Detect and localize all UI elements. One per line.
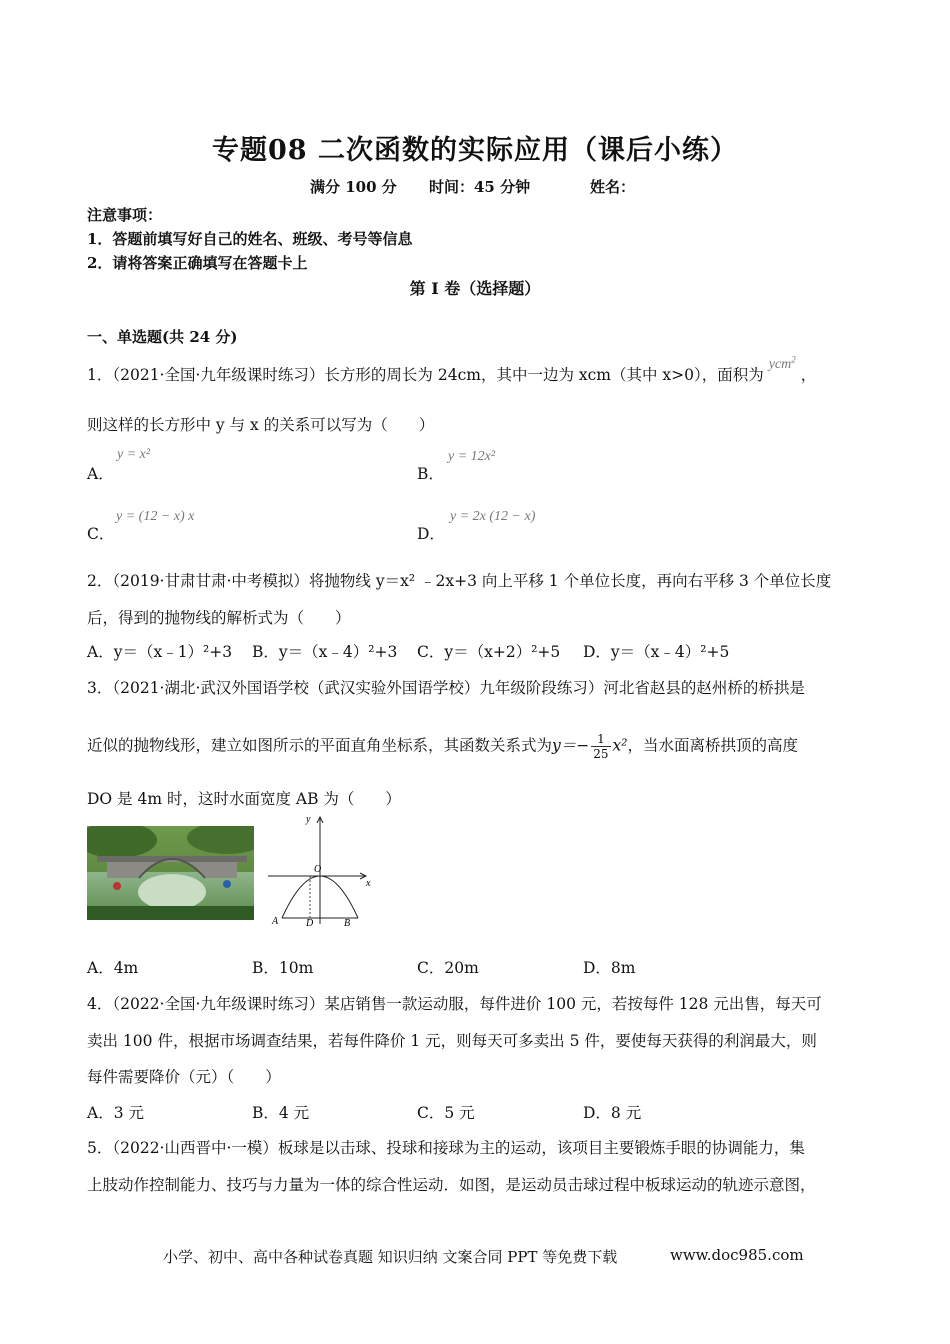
- question-4-line: 卖出 100 件，根据市场调查结果，若每件降价 1 元，则每天可多卖出 5 件，要使每天获得的利润最大，则: [87, 1032, 817, 1050]
- option-c[interactable]: C．20m: [417, 959, 479, 977]
- bridge-photo: [87, 826, 254, 920]
- option-b-formula: y = 12x²: [448, 449, 496, 464]
- area-formula: ycm$^2$: [768, 354, 796, 372]
- point-a-label: A: [272, 916, 279, 927]
- option-c-label[interactable]: C．: [87, 525, 115, 543]
- option-a[interactable]: A．3 元: [87, 1104, 144, 1122]
- question-4-line: 每件需要降价（元）（ ）: [87, 1068, 281, 1086]
- document-title: 专题08 二次函数的实际应用（课后小练）: [212, 135, 738, 166]
- option-a-formula: y = x²: [117, 447, 151, 462]
- option-b[interactable]: B．y＝（x﹣4）²+3: [252, 643, 398, 661]
- point-d-label: D: [306, 918, 314, 929]
- option-d-formula: y = 2x (12 − x): [450, 509, 536, 524]
- option-b[interactable]: B．10m: [252, 959, 314, 977]
- x-label: x: [366, 878, 371, 889]
- option-a[interactable]: A．4m: [87, 959, 139, 977]
- notes-heading: 注意事项：: [87, 206, 163, 224]
- point-b-label: B: [344, 918, 351, 929]
- question-1-line: 1．（2021·全国·九年级课时练习）长方形的周长为 24cm，其中一边为 xcm（其中 x>0），面积为 ycm$^2$ ，: [87, 354, 817, 384]
- option-a[interactable]: A．y＝（x﹣1）²+3: [87, 643, 233, 661]
- option-a-label[interactable]: A．: [87, 465, 114, 483]
- time-limit: 时间：45 分钟: [429, 178, 531, 196]
- option-d-label[interactable]: D．: [417, 525, 445, 543]
- y-label: y: [306, 814, 311, 825]
- question-5-line: 上肢动作控制能力、技巧与力量为一体的综合性运动．如图，是运动员击球过程中板球运动的轨迹示意图，: [87, 1176, 816, 1194]
- question-3-line: 3．（2021·湖北·武汉外国语学校（武汉实验外国语学校）九年级阶段练习）河北省赵县的赵州桥的桥拱是: [87, 679, 805, 697]
- question-3-line: DO 是 4m 时，这时水面宽度 AB 为（ ）: [87, 790, 401, 808]
- origin-label: O: [314, 864, 322, 875]
- option-b[interactable]: B．4 元: [252, 1104, 310, 1122]
- fraction: $\frac{1}{25}$: [593, 732, 609, 761]
- option-d[interactable]: D．8 元: [583, 1104, 642, 1122]
- option-b-label[interactable]: B．: [417, 465, 444, 483]
- question-3-line: 近似的抛物线形，建立如图所示的平面直角坐标系，其函数关系式为y＝− $\frac{1}{25}$ x²，当水面离桥拱顶的高度: [87, 732, 799, 761]
- option-d[interactable]: D．y＝（x﹣4）²+5: [583, 643, 730, 661]
- question-2-line: 后，得到的抛物线的解析式为（ ）: [87, 609, 351, 627]
- option-c-formula: y = (12 − x) x: [116, 509, 195, 524]
- parabola-graph: [262, 812, 382, 930]
- question-4-line: 4．（2022·全国·九年级课时练习）某店销售一款运动服，每件进价 100 元，若按每件 128 元出售，每天可: [87, 995, 822, 1013]
- note-item: 1．答题前填写好自己的姓名、班级、考号等信息: [87, 230, 413, 248]
- footer-text: 小学、初中、高中各种试卷真题 知识归纳 文案合同 PPT 等免费下载: [163, 1248, 618, 1266]
- question-1-text: 1．（2021·全国·九年级课时练习）长方形的周长为 24cm，其中一边为 xcm（其中 x>0），面积为: [87, 366, 764, 384]
- footer-url[interactable]: www.doc985.com: [670, 1246, 804, 1264]
- question-5-line: 5．（2022·山西晋中·一模）板球是以击球、投球和接球为主的运动，该项目主要锻炼手眼的协调能力，集: [87, 1139, 805, 1157]
- name-field-label: 姓名：: [590, 178, 636, 196]
- full-score: 满分 100 分: [310, 178, 397, 196]
- note-item: 2．请将答案正确填写在答题卡上: [87, 254, 308, 272]
- option-c[interactable]: C．y＝（x+2）²+5: [417, 643, 561, 661]
- section-title: 第 I 卷（选择题）: [409, 279, 541, 298]
- question-1-line: 则这样的长方形中 y 与 x 的关系可以写为（ ）: [87, 416, 435, 434]
- option-c[interactable]: C．5 元: [417, 1104, 475, 1122]
- option-d[interactable]: D．8m: [583, 959, 636, 977]
- part-heading: 一、单选题(共 24 分): [87, 328, 238, 346]
- question-2-line: 2．（2019·甘肃甘肃·中考模拟）将抛物线 y＝x² ﹣2x+3 向上平移 1 个单位长度，再向右平移 3 个单位长度: [87, 572, 832, 590]
